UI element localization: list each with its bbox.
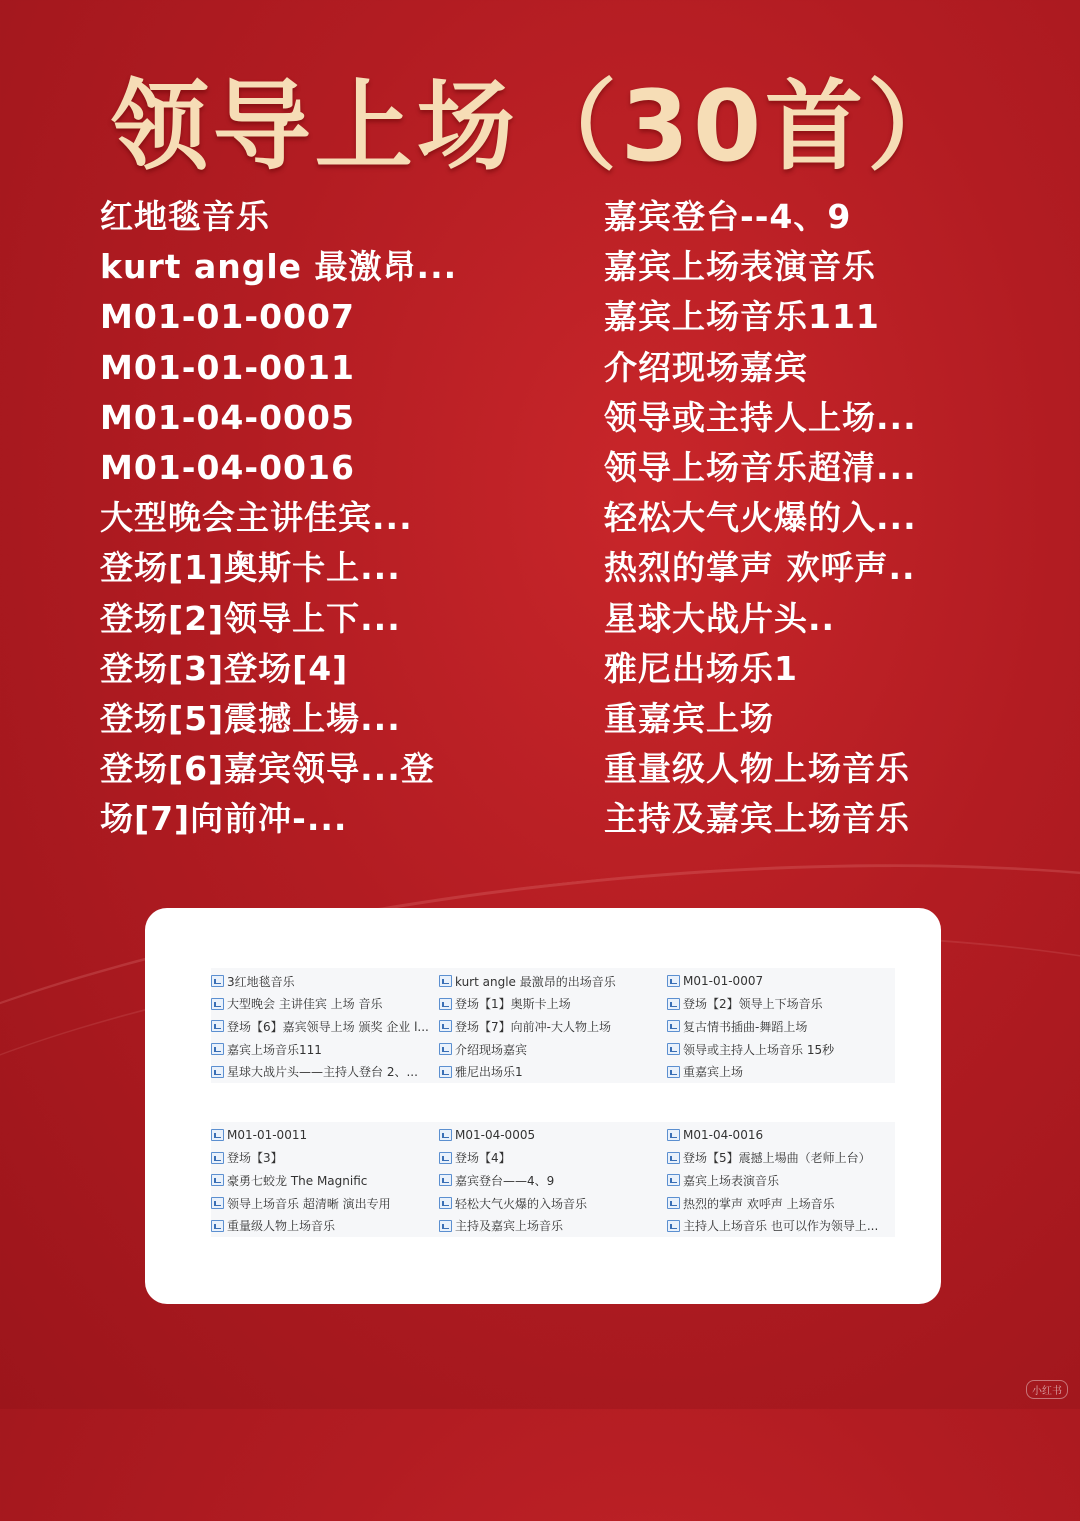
file-name: M01-04-0016 [683, 1128, 764, 1143]
file-name: 雅尼出场乐1 [455, 1065, 523, 1080]
file-row [211, 1060, 895, 1083]
song-item: 重嘉宾上场 [604, 698, 774, 738]
file-name: 登场【7】向前冲-大人物上场 [455, 1019, 611, 1034]
audio-file-icon [211, 1152, 224, 1164]
file-entry[interactable] [439, 1041, 667, 1058]
file-name: M01-01-0011 [227, 1128, 308, 1143]
song-item: 领导上场音乐超清... [604, 447, 917, 487]
audio-file-icon [667, 1066, 680, 1078]
file-name: kurt angle 最激昂的出场音乐 [455, 974, 616, 989]
song-item: 大型晚会主讲佳宾... [100, 498, 413, 538]
file-name: 领导上场音乐 超清晰 演出专用 [227, 1196, 391, 1211]
file-name: 登场【6】嘉宾领导上场 颁奖 企业 l... [227, 1019, 429, 1034]
file-screenshot-card [145, 908, 941, 1304]
audio-file-icon [667, 998, 680, 1010]
audio-file-icon [667, 1043, 680, 1055]
file-entry[interactable] [439, 995, 667, 1012]
file-name: M01-04-0005 [455, 1128, 536, 1143]
file-entry[interactable] [667, 995, 895, 1012]
file-entry[interactable] [667, 1063, 895, 1080]
file-name: 嘉宾上场表演音乐 [683, 1173, 780, 1188]
audio-file-icon [667, 1152, 680, 1164]
file-name: M01-01-0007 [683, 974, 764, 989]
page-title: 领导上场（30首） [110, 70, 970, 184]
song-item: 登场[3]登场[4] [100, 648, 349, 688]
file-row [211, 1192, 895, 1215]
file-name: 星球大战片头——主持人登台 2、... [227, 1065, 418, 1080]
watermark: 小红书 [1026, 1380, 1068, 1399]
audio-file-icon [667, 975, 680, 987]
audio-file-icon [667, 1220, 680, 1232]
file-entry[interactable] [667, 1018, 895, 1035]
file-entry[interactable] [211, 1018, 439, 1035]
song-list-right [604, 192, 917, 844]
file-row [211, 970, 895, 993]
file-name: 登场【5】震撼上場曲（老师上台） [683, 1151, 871, 1166]
file-entry[interactable] [439, 1172, 667, 1189]
audio-file-icon [211, 1197, 224, 1209]
song-item: 雅尼出场乐1 [604, 648, 798, 688]
file-name: 登场【2】领导上下场音乐 [683, 997, 823, 1012]
file-row [211, 1124, 895, 1147]
file-name: 重量级人物上场音乐 [227, 1219, 336, 1234]
audio-file-icon [439, 1152, 452, 1164]
file-entry[interactable] [211, 973, 439, 990]
audio-file-icon [211, 1066, 224, 1078]
file-entry[interactable] [211, 1195, 439, 1212]
audio-file-icon [211, 975, 224, 987]
song-item: 嘉宾上场表演音乐 [604, 247, 876, 287]
file-name: 登场【1】奥斯卡上场 [455, 997, 571, 1012]
audio-file-icon [667, 1174, 680, 1186]
file-name: 主持人上场音乐 也可以作为领导上... [683, 1219, 879, 1234]
file-row [211, 1015, 895, 1038]
file-entry[interactable] [211, 1063, 439, 1080]
file-name: 热烈的掌声 欢呼声 上场音乐 [683, 1196, 835, 1211]
song-item: 领导或主持人上场... [604, 397, 917, 437]
file-entry[interactable] [211, 1149, 439, 1166]
file-entry[interactable] [211, 1172, 439, 1189]
file-name: 嘉宾登台——4、9 [455, 1173, 555, 1188]
file-row [211, 993, 895, 1016]
audio-file-icon [667, 1129, 680, 1141]
audio-file-icon [439, 1220, 452, 1232]
file-row [211, 1169, 895, 1192]
file-entry[interactable] [667, 1041, 895, 1058]
audio-file-icon [211, 1129, 224, 1141]
song-item: 登场[1]奥斯卡上... [100, 548, 401, 588]
song-item: 介绍现场嘉宾 [604, 347, 808, 387]
audio-file-icon [667, 1197, 680, 1209]
file-entry[interactable] [667, 1128, 895, 1142]
file-entry[interactable] [211, 1217, 439, 1234]
song-list-left [100, 192, 457, 844]
file-entry[interactable] [211, 1128, 439, 1142]
audio-file-icon [439, 1129, 452, 1141]
song-item: 嘉宾上场音乐111 [604, 297, 880, 337]
file-name: 登场【3】 [227, 1151, 283, 1166]
file-name: 领导或主持人上场音乐 15秒 [683, 1042, 835, 1057]
audio-file-icon [439, 1174, 452, 1186]
file-name: 3红地毯音乐 [227, 974, 295, 989]
audio-file-icon [211, 1020, 224, 1032]
song-item: 热烈的掌声 欢呼声.. [604, 548, 916, 588]
audio-file-icon [439, 1197, 452, 1209]
file-grid-top [211, 968, 895, 1083]
audio-file-icon [667, 1020, 680, 1032]
song-item: M01-04-0005 [100, 397, 355, 437]
file-entry[interactable] [667, 1195, 895, 1212]
file-entry[interactable] [439, 973, 667, 990]
file-entry[interactable] [439, 1195, 667, 1212]
file-name: 重嘉宾上场 [683, 1065, 744, 1080]
file-entry[interactable] [439, 1217, 667, 1234]
file-name: 豪勇七蛟龙 The Magnific [227, 1173, 368, 1188]
song-item: 场[7]向前冲-... [100, 799, 348, 839]
song-item: 嘉宾登台--4、9 [604, 197, 852, 236]
song-item: M01-01-0011 [100, 347, 355, 387]
song-item: 登场[5]震撼上場... [100, 698, 401, 738]
song-item: 登场[2]领导上下... [100, 598, 401, 638]
song-item: 登场[6]嘉宾领导...登 [100, 749, 435, 789]
file-name: 轻松大气火爆的入场音乐 [455, 1196, 588, 1211]
audio-file-icon [211, 1220, 224, 1232]
song-item: M01-04-0016 [100, 447, 355, 487]
file-entry[interactable] [211, 1041, 439, 1058]
song-item: 星球大战片头.. [604, 598, 836, 638]
audio-file-icon [439, 998, 452, 1010]
file-entry[interactable] [439, 1063, 667, 1080]
audio-file-icon [439, 1043, 452, 1055]
file-entry[interactable] [667, 1149, 895, 1166]
file-entry[interactable] [667, 1172, 895, 1189]
file-name: 登场【4】 [455, 1151, 511, 1166]
song-item: kurt angle 最激昂... [100, 247, 458, 287]
file-name: 大型晚会 主讲佳宾 上场 音乐 [227, 997, 383, 1012]
file-name: 嘉宾上场音乐111 [227, 1042, 322, 1057]
file-entry[interactable] [667, 974, 895, 988]
song-item: M01-01-0007 [100, 297, 355, 337]
file-entry[interactable] [211, 995, 439, 1012]
song-item: 轻松大气火爆的入... [604, 498, 917, 538]
audio-file-icon [439, 1020, 452, 1032]
file-name: 介绍现场嘉宾 [455, 1042, 528, 1057]
song-item: 重量级人物上场音乐 [604, 749, 910, 789]
audio-file-icon [211, 1174, 224, 1186]
file-entry[interactable] [439, 1149, 667, 1166]
file-row [211, 1147, 895, 1170]
audio-file-icon [211, 1043, 224, 1055]
song-item: 主持及嘉宾上场音乐 [604, 799, 910, 839]
file-entry[interactable] [439, 1018, 667, 1035]
audio-file-icon [439, 1066, 452, 1078]
audio-file-icon [211, 998, 224, 1010]
file-row [211, 1038, 895, 1061]
file-entry[interactable] [667, 1217, 895, 1234]
audio-file-icon [439, 975, 452, 987]
file-grid-bottom [211, 1122, 895, 1237]
file-row [211, 1214, 895, 1237]
file-entry[interactable] [439, 1128, 667, 1142]
song-item: 红地毯音乐 [100, 197, 270, 236]
file-name: 复古情书插曲-舞蹈上场 [683, 1019, 808, 1034]
file-name: 主持及嘉宾上场音乐 [455, 1219, 564, 1234]
